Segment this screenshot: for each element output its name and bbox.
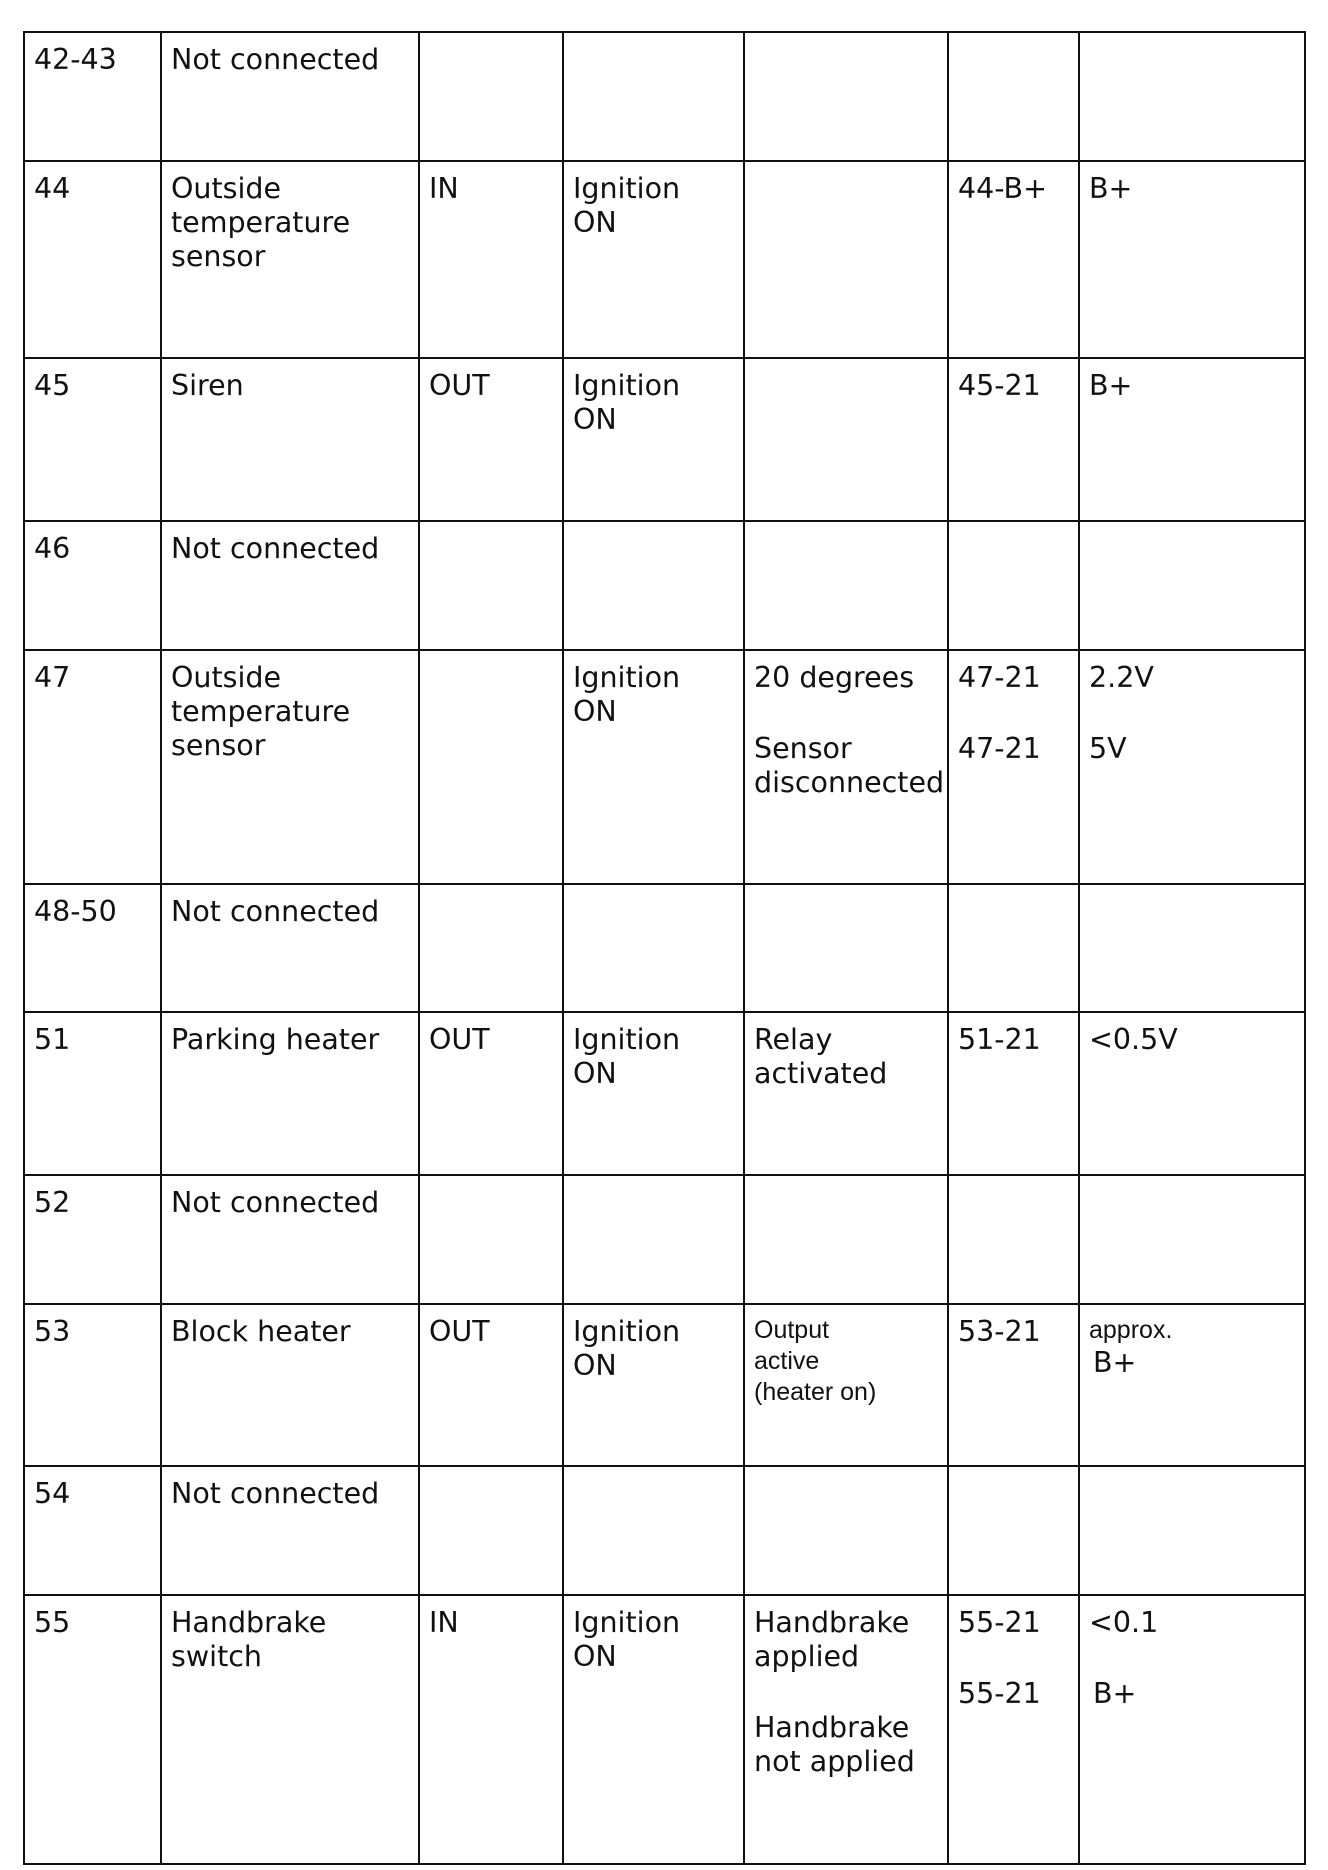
condition-cell: Ignition ON — [563, 1304, 744, 1466]
table-row — [24, 884, 1305, 1012]
function-cell: Block heater — [161, 1304, 419, 1466]
function-cell: Not connected — [161, 521, 419, 650]
pin-number-cell: 47 — [24, 650, 161, 884]
state-cell: 20 degrees Sensor disconnected — [744, 650, 948, 884]
value-cell: B+ — [1079, 358, 1305, 521]
condition-cell: Ignition ON — [563, 1012, 744, 1175]
value-cell: B+ — [1079, 161, 1305, 358]
value-cell — [1079, 32, 1305, 161]
value-cell: approx. B+ — [1079, 1304, 1305, 1466]
condition-cell — [563, 1466, 744, 1595]
function-cell: Handbrake switch — [161, 1595, 419, 1864]
pin-number-cell: 45 — [24, 358, 161, 521]
pin-number-cell: 46 — [24, 521, 161, 650]
measure-cell: 51-21 — [948, 1012, 1079, 1175]
state-cell — [744, 358, 948, 521]
condition-cell — [563, 884, 744, 1012]
direction-cell — [419, 884, 563, 1012]
measure-cell: 44-B+ — [948, 161, 1079, 358]
state-cell: Output active (heater on) — [744, 1304, 948, 1466]
function-cell: Outside temperature sensor — [161, 161, 419, 358]
table-row — [24, 1304, 1305, 1466]
direction-cell: OUT — [419, 358, 563, 521]
function-cell: Not connected — [161, 1175, 419, 1304]
value-cell — [1079, 884, 1305, 1012]
function-cell: Parking heater — [161, 1012, 419, 1175]
table-row — [24, 32, 1305, 161]
state-cell: Handbrake applied Handbrake not applied — [744, 1595, 948, 1864]
measure-cell: 53-21 — [948, 1304, 1079, 1466]
function-cell: Not connected — [161, 1466, 419, 1595]
direction-cell — [419, 1466, 563, 1595]
measure-cell: 45-21 — [948, 358, 1079, 521]
direction-cell — [419, 32, 563, 161]
direction-cell — [419, 1175, 563, 1304]
measure-cell — [948, 521, 1079, 650]
measure-cell: 55-21 55-21 — [948, 1595, 1079, 1864]
pin-number-cell: 52 — [24, 1175, 161, 1304]
connector-pin-table — [23, 31, 1306, 1865]
direction-cell — [419, 650, 563, 884]
condition-cell: Ignition ON — [563, 358, 744, 521]
measure-cell — [948, 1466, 1079, 1595]
condition-cell: Ignition ON — [563, 1595, 744, 1864]
pin-number-cell: 42-43 — [24, 32, 161, 161]
direction-cell: OUT — [419, 1012, 563, 1175]
direction-cell: IN — [419, 1595, 563, 1864]
measure-cell — [948, 884, 1079, 1012]
condition-cell: Ignition ON — [563, 161, 744, 358]
value-cell: 2.2V 5V — [1079, 650, 1305, 884]
function-cell: Outside temperature sensor — [161, 650, 419, 884]
state-cell — [744, 521, 948, 650]
function-cell: Not connected — [161, 884, 419, 1012]
table-row — [24, 650, 1305, 884]
state-cell — [744, 1466, 948, 1595]
state-cell: Relay activated — [744, 1012, 948, 1175]
value-cell: <0.1 B+ — [1079, 1595, 1305, 1864]
condition-cell — [563, 1175, 744, 1304]
pin-number-cell: 54 — [24, 1466, 161, 1595]
measure-cell: 47-21 47-21 — [948, 650, 1079, 884]
pin-number-cell: 51 — [24, 1012, 161, 1175]
state-cell — [744, 32, 948, 161]
value-cell — [1079, 1175, 1305, 1304]
condition-cell — [563, 521, 744, 650]
value-cell: <0.5V — [1079, 1012, 1305, 1175]
table-row — [24, 1595, 1305, 1864]
table-row — [24, 1466, 1305, 1595]
condition-cell — [563, 32, 744, 161]
state-cell — [744, 884, 948, 1012]
direction-cell: OUT — [419, 1304, 563, 1466]
value-cell — [1079, 1466, 1305, 1595]
measure-cell — [948, 32, 1079, 161]
state-cell — [744, 161, 948, 358]
table-row — [24, 161, 1305, 358]
table-row — [24, 1175, 1305, 1304]
table-row — [24, 1012, 1305, 1175]
state-cell — [744, 1175, 948, 1304]
direction-cell — [419, 521, 563, 650]
table-row — [24, 358, 1305, 521]
value-cell — [1079, 521, 1305, 650]
condition-cell: Ignition ON — [563, 650, 744, 884]
pin-number-cell: 48-50 — [24, 884, 161, 1012]
function-cell: Siren — [161, 358, 419, 521]
pin-number-cell: 55 — [24, 1595, 161, 1864]
measure-cell — [948, 1175, 1079, 1304]
function-cell: Not connected — [161, 32, 419, 161]
direction-cell: IN — [419, 161, 563, 358]
pin-number-cell: 44 — [24, 161, 161, 358]
pin-number-cell: 53 — [24, 1304, 161, 1466]
table-row — [24, 521, 1305, 650]
